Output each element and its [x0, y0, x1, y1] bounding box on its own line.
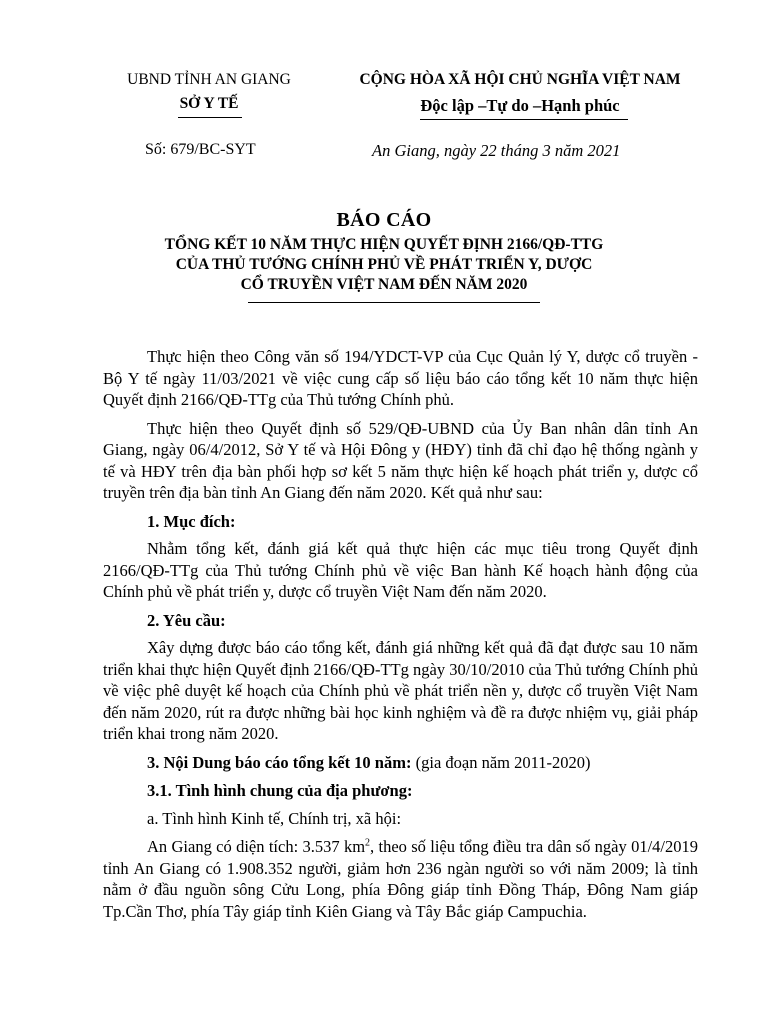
paragraph: Xây dựng được báo cáo tổng kết, đánh giá những kết quả đã đạt được sau 10 năm triển khai thực hiện Quyết định 2166/QĐ-TTg ngày 30/10/2010 của Thủ tướng Chính phủ về việc phê duyệt kế hoạch của Chính phủ về phát triển nền y, dược cổ truyền Việt Nam đến năm 2020, rút ra được những bài học kinh nghiệm và đề ra được nhiệm vụ, giải pháp triển khai trong năm 2020. — [103, 638, 699, 743]
section-heading — [103, 752, 698, 774]
motto: Độc lập –Tự do –Hạnh phúc — [420, 96, 620, 115]
subtitle-line: TỔNG KẾT 10 NĂM THỰC HIỆN QUYẾT ĐỊNH 2166/QĐ-TTG — [164, 236, 604, 253]
population-text: , theo số liệu tổng điều tra dân số ngày 01/4/2019 tỉnh An Giang có 1.908.352 người, giảm hơn 236 ngàn người so với năm 2009; là tỉnh nằm ở đầu nguồn sông Cửu Long, phía Đông giáp tỉnh Đồng Tháp, Đông Nam giáp Tp.Cần Thơ, phía Tây giáp tỉnh Kiên Giang và Tây Bắc giáp Campuchia. — [103, 837, 699, 921]
place-date: An Giang, ngày 22 tháng 3 năm 2021 — [372, 141, 621, 160]
superscript: 2 — [365, 837, 371, 849]
org-parent: UBND TỈNH AN GIANG — [127, 71, 291, 88]
subtitle-line: CỦA THỦ TƯỚNG CHÍNH PHỦ VỀ PHÁT TRIỂN Y, DƯỢC — [175, 256, 593, 273]
nation-title: CỘNG HÒA XÃ HỘI CHỦ NGHĨA VIỆT NAM — [359, 71, 681, 88]
report-subtitle — [100, 235, 668, 295]
paragraph: a. Tình hình Kinh tế, Chính trị, xã hội: — [147, 808, 402, 828]
report-body — [103, 346, 698, 929]
paragraph: Thực hiện theo Công văn số 194/YDCT-VP của Cục Quản lý Y, dược cổ truyền - Bộ Y tế ngày 11/03/2021 về việc cung cấp số liệu báo cáo tổng kết 10 năm thực hiện Quyết định 2166/QĐ-TTg của Thủ tướng Chính phủ. — [103, 347, 698, 409]
org-name: SỞ Y TẾ — [179, 95, 239, 112]
section-heading: 1. Mục đích: — [147, 511, 236, 531]
subsection-heading: 3.1. Tình hình chung của địa phương: — [147, 781, 413, 800]
paragraph — [103, 836, 698, 922]
paragraph: Nhằm tổng kết, đánh giá kết quả thực hiện các mục tiêu trong Quyết định 2166/QĐ-TTg của Thủ tướng Chính phủ về việc Ban hành Kế hoạch hành động của Chính phủ về phát triển y, dược cổ truyền Việt Nam đến năm 2020. — [103, 539, 698, 601]
report-title: BÁO CÁO — [336, 209, 432, 231]
paragraph: Thực hiện theo Quyết định số 529/QĐ-UBND của Ủy Ban nhân dân tỉnh An Giang, ngày 06/4/2012, Sở Y tế và Hội Đông y (HĐY) tỉnh đã chỉ đạo hệ thống ngành y tế và HĐY trên địa bàn phối hợp sơ kết 5 năm thực hiện kế hoạch phát triển y, dược cổ truyền trên địa bàn tỉnh An Giang đến năm 2020. Kết quả như sau: — [103, 418, 698, 502]
title-underline — [248, 302, 540, 303]
org-underline — [178, 117, 242, 118]
section-heading-bold: 3. Nội Dung báo cáo tổng kết 10 năm: — [147, 752, 412, 772]
section-heading: 2. Yêu cầu: — [147, 610, 226, 630]
doc-number: Số: 679/BC-SYT — [145, 141, 256, 158]
area-text: An Giang có diện tích: 3.537 km — [147, 837, 366, 856]
motto-underline — [420, 119, 628, 120]
section-heading-note: (gia đoạn năm 2011-2020) — [411, 752, 591, 772]
subtitle-line: CỔ TRUYỀN VIỆT NAM ĐẾN NĂM 2020 — [240, 276, 528, 293]
